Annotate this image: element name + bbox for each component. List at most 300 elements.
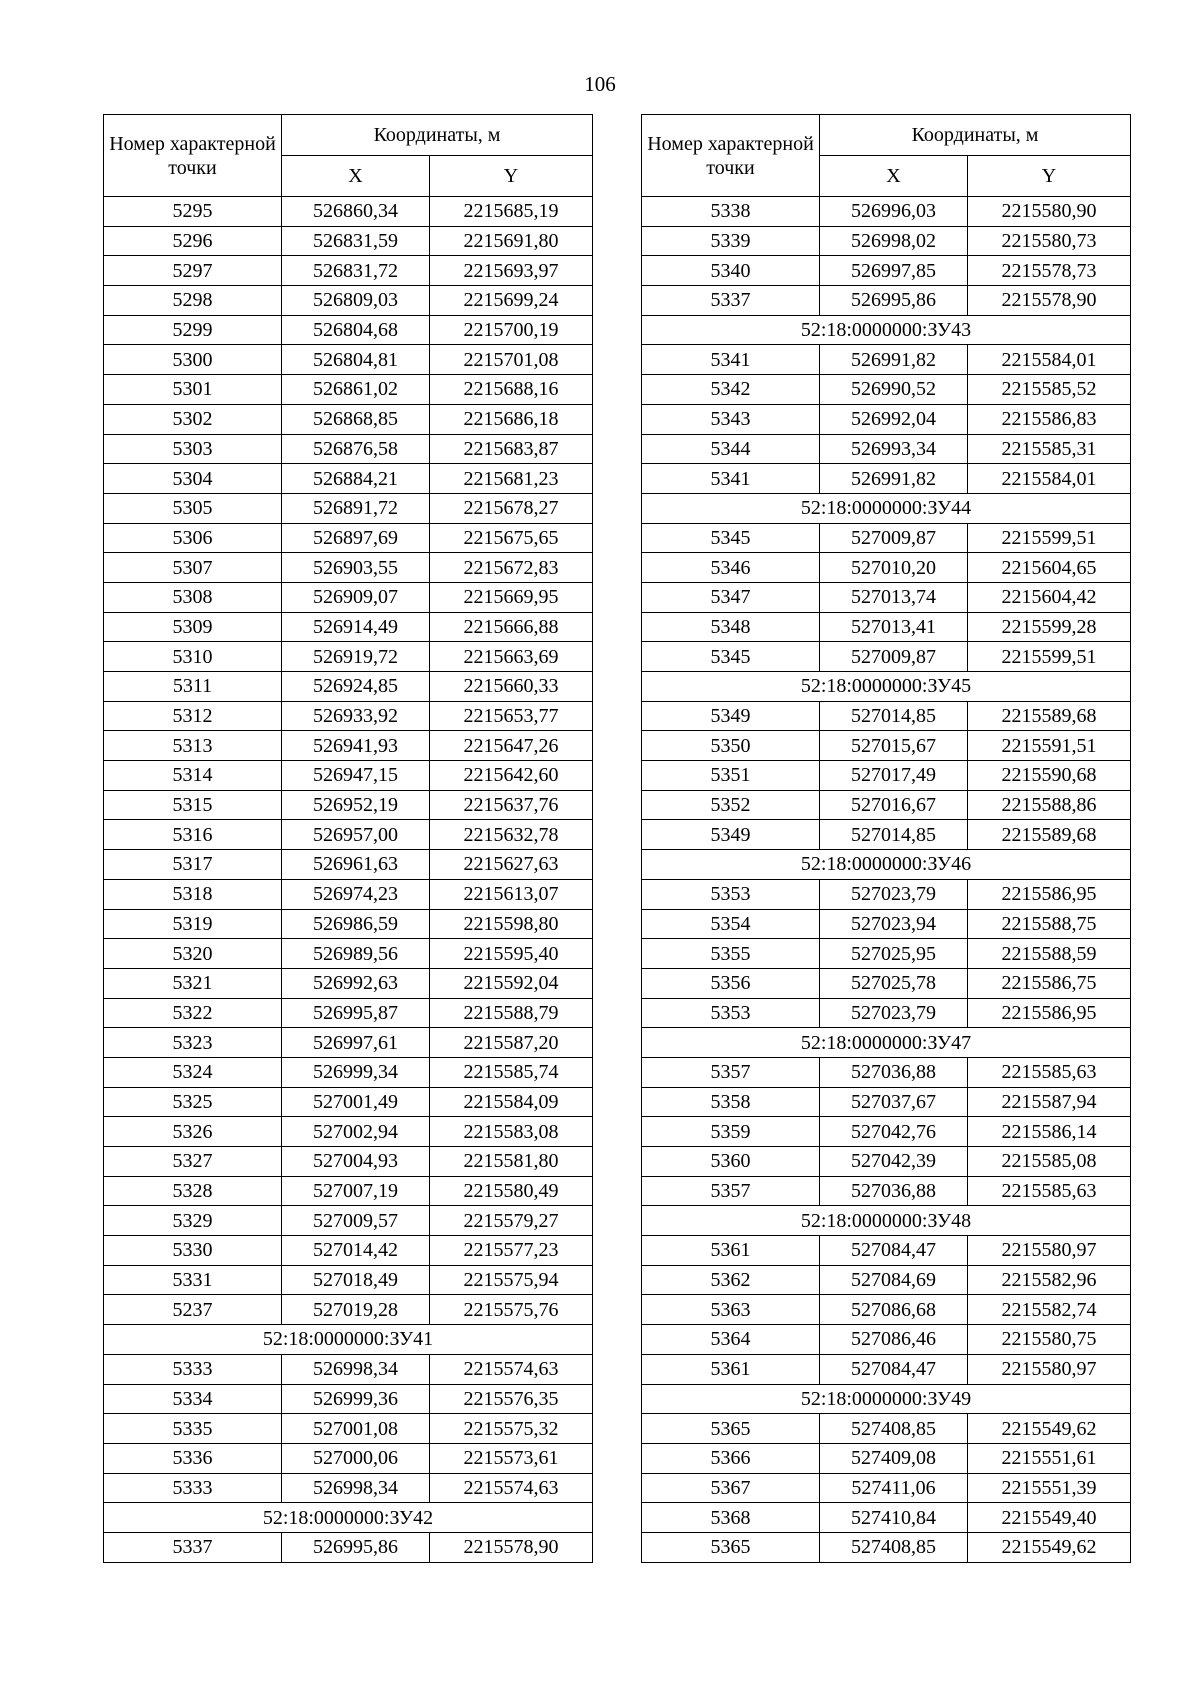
table-row — [642, 612, 1131, 642]
point-number-cell: 5322 — [104, 998, 282, 1028]
point-number-cell: 5345 — [642, 642, 820, 672]
section-row — [642, 315, 1131, 345]
point-number-cell: 5334 — [104, 1384, 282, 1414]
table-row — [104, 375, 593, 405]
y-coordinate-cell: 2215577,23 — [430, 1236, 593, 1266]
point-number-cell: 5307 — [104, 553, 282, 583]
x-coordinate-cell: 527037,67 — [820, 1087, 968, 1117]
y-coordinate-cell: 2215584,01 — [968, 464, 1131, 494]
point-number-cell: 5341 — [642, 464, 820, 494]
point-number-cell: 5312 — [104, 701, 282, 731]
y-coordinate-cell: 2215587,94 — [968, 1087, 1131, 1117]
table-row — [642, 1295, 1131, 1325]
table-row — [104, 1295, 593, 1325]
x-coordinate-cell: 526804,81 — [282, 345, 430, 375]
table-row — [104, 197, 593, 227]
x-coordinate-cell: 527004,93 — [282, 1147, 430, 1177]
cadastral-section-label: 52:18:0000000:ЗУ43 — [642, 315, 1131, 345]
y-coordinate-cell: 2215585,08 — [968, 1147, 1131, 1177]
y-coordinate-cell: 2215688,16 — [430, 375, 593, 405]
x-coordinate-cell: 526991,82 — [820, 345, 968, 375]
table-row — [104, 523, 593, 553]
coordinates-table-right — [641, 114, 1131, 1563]
y-coordinate-cell: 2215595,40 — [430, 939, 593, 969]
y-coordinate-cell: 2215580,97 — [968, 1354, 1131, 1384]
point-number-cell: 5346 — [642, 553, 820, 583]
y-coordinate-cell: 2215586,14 — [968, 1117, 1131, 1147]
y-coordinate-cell: 2215551,39 — [968, 1473, 1131, 1503]
point-number-cell: 5335 — [104, 1414, 282, 1444]
table-row — [642, 1057, 1131, 1087]
x-coordinate-cell: 526995,87 — [282, 998, 430, 1028]
x-coordinate-cell: 526996,03 — [820, 197, 968, 227]
x-coordinate-cell: 526809,03 — [282, 286, 430, 316]
point-number-cell: 5353 — [642, 998, 820, 1028]
table-row — [104, 850, 593, 880]
table-row — [104, 939, 593, 969]
point-number-cell: 5355 — [642, 939, 820, 969]
y-coordinate-cell: 2215588,79 — [430, 998, 593, 1028]
point-number-cell: 5342 — [642, 375, 820, 405]
x-coordinate-cell: 527084,69 — [820, 1265, 968, 1295]
x-coordinate-cell: 527002,94 — [282, 1117, 430, 1147]
point-number-cell: 5357 — [642, 1057, 820, 1087]
table-row — [104, 1057, 593, 1087]
table-row — [104, 256, 593, 286]
table-row — [642, 1532, 1131, 1562]
table-row — [642, 1325, 1131, 1355]
point-number-cell: 5367 — [642, 1473, 820, 1503]
y-coordinate-cell: 2215675,65 — [430, 523, 593, 553]
y-coordinate-cell: 2215591,51 — [968, 731, 1131, 761]
point-number-cell: 5361 — [642, 1236, 820, 1266]
x-coordinate-cell: 526974,23 — [282, 879, 430, 909]
header-y: Y — [430, 156, 593, 197]
header-coordinates: Координаты, м — [820, 115, 1131, 156]
point-number-cell: 5358 — [642, 1087, 820, 1117]
table-row — [104, 286, 593, 316]
x-coordinate-cell: 526999,34 — [282, 1057, 430, 1087]
x-coordinate-cell: 526992,63 — [282, 968, 430, 998]
table-row — [104, 909, 593, 939]
point-number-cell: 5333 — [104, 1473, 282, 1503]
x-coordinate-cell: 527009,87 — [820, 523, 968, 553]
point-number-cell: 5297 — [104, 256, 282, 286]
point-number-cell: 5339 — [642, 226, 820, 256]
table-row — [104, 1414, 593, 1444]
x-coordinate-cell: 526997,61 — [282, 1028, 430, 1058]
x-coordinate-cell: 527023,79 — [820, 879, 968, 909]
x-coordinate-cell: 526993,34 — [820, 434, 968, 464]
point-number-cell: 5365 — [642, 1532, 820, 1562]
y-coordinate-cell: 2215669,95 — [430, 582, 593, 612]
table-row — [104, 315, 593, 345]
table-row — [642, 434, 1131, 464]
y-coordinate-cell: 2215585,74 — [430, 1057, 593, 1087]
table-row — [642, 523, 1131, 553]
table-row — [642, 820, 1131, 850]
table-row — [642, 642, 1131, 672]
section-row — [104, 1503, 593, 1533]
x-coordinate-cell: 527410,84 — [820, 1503, 968, 1533]
y-coordinate-cell: 2215586,95 — [968, 879, 1131, 909]
table-row — [104, 701, 593, 731]
table-row — [642, 286, 1131, 316]
x-coordinate-cell: 527023,79 — [820, 998, 968, 1028]
x-coordinate-cell: 526933,92 — [282, 701, 430, 731]
x-coordinate-cell: 526995,86 — [820, 286, 968, 316]
x-coordinate-cell: 527411,06 — [820, 1473, 968, 1503]
table-row — [104, 226, 593, 256]
point-number-cell: 5368 — [642, 1503, 820, 1533]
y-coordinate-cell: 2215589,68 — [968, 820, 1131, 850]
table-row — [642, 1117, 1131, 1147]
table-row — [642, 1265, 1131, 1295]
table-row — [104, 582, 593, 612]
x-coordinate-cell: 527015,67 — [820, 731, 968, 761]
point-number-cell: 5347 — [642, 582, 820, 612]
y-coordinate-cell: 2215580,49 — [430, 1176, 593, 1206]
point-number-cell: 5359 — [642, 1117, 820, 1147]
point-number-cell: 5348 — [642, 612, 820, 642]
point-number-cell: 5362 — [642, 1265, 820, 1295]
table-row — [642, 790, 1131, 820]
table-row — [642, 1354, 1131, 1384]
table-row — [642, 404, 1131, 434]
table-row — [642, 375, 1131, 405]
y-coordinate-cell: 2215681,23 — [430, 464, 593, 494]
y-coordinate-cell: 2215604,65 — [968, 553, 1131, 583]
table-row — [104, 404, 593, 434]
point-number-cell: 5349 — [642, 701, 820, 731]
x-coordinate-cell: 526957,00 — [282, 820, 430, 850]
x-coordinate-cell: 526952,19 — [282, 790, 430, 820]
table-row — [104, 731, 593, 761]
y-coordinate-cell: 2215701,08 — [430, 345, 593, 375]
x-coordinate-cell: 526999,36 — [282, 1384, 430, 1414]
x-coordinate-cell: 527042,76 — [820, 1117, 968, 1147]
x-coordinate-cell: 527013,74 — [820, 582, 968, 612]
point-number-cell: 5336 — [104, 1443, 282, 1473]
table-row — [642, 553, 1131, 583]
table-row — [642, 1236, 1131, 1266]
table-row — [104, 553, 593, 583]
point-number-cell: 5338 — [642, 197, 820, 227]
y-coordinate-cell: 2215584,01 — [968, 345, 1131, 375]
y-coordinate-cell: 2215575,32 — [430, 1414, 593, 1444]
table-row — [642, 939, 1131, 969]
y-coordinate-cell: 2215599,51 — [968, 642, 1131, 672]
x-coordinate-cell: 527084,47 — [820, 1354, 968, 1384]
table-row — [642, 1147, 1131, 1177]
y-coordinate-cell: 2215574,63 — [430, 1354, 593, 1384]
y-coordinate-cell: 2215549,62 — [968, 1414, 1131, 1444]
y-coordinate-cell: 2215578,73 — [968, 256, 1131, 286]
cadastral-section-label: 52:18:0000000:ЗУ47 — [642, 1028, 1131, 1058]
point-number-cell: 5344 — [642, 434, 820, 464]
point-number-cell: 5345 — [642, 523, 820, 553]
x-coordinate-cell: 527019,28 — [282, 1295, 430, 1325]
point-number-cell: 5301 — [104, 375, 282, 405]
x-coordinate-cell: 526998,02 — [820, 226, 968, 256]
x-coordinate-cell: 526924,85 — [282, 672, 430, 702]
table-row — [642, 1176, 1131, 1206]
y-coordinate-cell: 2215576,35 — [430, 1384, 593, 1414]
y-coordinate-cell: 2215592,04 — [430, 968, 593, 998]
y-coordinate-cell: 2215598,80 — [430, 909, 593, 939]
table-row — [642, 1473, 1131, 1503]
page-number: 106 — [584, 72, 616, 96]
x-coordinate-cell: 526947,15 — [282, 761, 430, 791]
y-coordinate-cell: 2215700,19 — [430, 315, 593, 345]
point-number-cell: 5331 — [104, 1265, 282, 1295]
point-number-cell: 5328 — [104, 1176, 282, 1206]
point-number-cell: 5327 — [104, 1147, 282, 1177]
table-row — [642, 1087, 1131, 1117]
point-number-cell: 5354 — [642, 909, 820, 939]
y-coordinate-cell: 2215588,75 — [968, 909, 1131, 939]
y-coordinate-cell: 2215599,51 — [968, 523, 1131, 553]
y-coordinate-cell: 2215663,69 — [430, 642, 593, 672]
cadastral-section-label: 52:18:0000000:ЗУ41 — [104, 1325, 593, 1355]
table-row — [104, 1087, 593, 1117]
y-coordinate-cell: 2215578,90 — [968, 286, 1131, 316]
table-row — [642, 1414, 1131, 1444]
x-coordinate-cell: 527036,88 — [820, 1057, 968, 1087]
x-coordinate-cell: 526903,55 — [282, 553, 430, 583]
table-row — [642, 1443, 1131, 1473]
y-coordinate-cell: 2215585,63 — [968, 1176, 1131, 1206]
x-coordinate-cell: 526998,34 — [282, 1354, 430, 1384]
point-number-cell: 5349 — [642, 820, 820, 850]
point-number-cell: 5315 — [104, 790, 282, 820]
y-coordinate-cell: 2215666,88 — [430, 612, 593, 642]
x-coordinate-cell: 526897,69 — [282, 523, 430, 553]
x-coordinate-cell: 527017,49 — [820, 761, 968, 791]
y-coordinate-cell: 2215660,33 — [430, 672, 593, 702]
x-coordinate-cell: 527086,68 — [820, 1295, 968, 1325]
table-row — [104, 464, 593, 494]
y-coordinate-cell: 2215575,76 — [430, 1295, 593, 1325]
point-number-cell: 5352 — [642, 790, 820, 820]
y-coordinate-cell: 2215604,42 — [968, 582, 1131, 612]
point-number-cell: 5320 — [104, 939, 282, 969]
point-number-cell: 5353 — [642, 879, 820, 909]
y-coordinate-cell: 2215585,63 — [968, 1057, 1131, 1087]
table-row — [642, 464, 1131, 494]
point-number-cell: 5326 — [104, 1117, 282, 1147]
y-coordinate-cell: 2215549,40 — [968, 1503, 1131, 1533]
x-coordinate-cell: 527001,49 — [282, 1087, 430, 1117]
point-number-cell: 5314 — [104, 761, 282, 791]
point-number-cell: 5300 — [104, 345, 282, 375]
x-coordinate-cell: 527013,41 — [820, 612, 968, 642]
x-coordinate-cell: 526998,34 — [282, 1473, 430, 1503]
table-row — [104, 820, 593, 850]
point-number-cell: 5324 — [104, 1057, 282, 1087]
point-number-cell: 5306 — [104, 523, 282, 553]
table-row — [642, 256, 1131, 286]
point-number-cell: 5310 — [104, 642, 282, 672]
x-coordinate-cell: 526997,85 — [820, 256, 968, 286]
x-coordinate-cell: 527016,67 — [820, 790, 968, 820]
table-row — [104, 1236, 593, 1266]
y-coordinate-cell: 2215578,90 — [430, 1532, 593, 1562]
point-number-cell: 5318 — [104, 879, 282, 909]
y-coordinate-cell: 2215580,73 — [968, 226, 1131, 256]
x-coordinate-cell: 527007,19 — [282, 1176, 430, 1206]
y-coordinate-cell: 2215580,75 — [968, 1325, 1131, 1355]
y-coordinate-cell: 2215549,62 — [968, 1532, 1131, 1562]
x-coordinate-cell: 526990,52 — [820, 375, 968, 405]
point-number-cell: 5308 — [104, 582, 282, 612]
section-row — [104, 1325, 593, 1355]
y-coordinate-cell: 2215580,90 — [968, 197, 1131, 227]
point-number-cell: 5237 — [104, 1295, 282, 1325]
point-number-cell: 5357 — [642, 1176, 820, 1206]
table-row — [104, 493, 593, 523]
section-row — [642, 1384, 1131, 1414]
y-coordinate-cell: 2215584,09 — [430, 1087, 593, 1117]
y-coordinate-cell: 2215691,80 — [430, 226, 593, 256]
table-row — [104, 1117, 593, 1147]
table-row — [104, 434, 593, 464]
point-number-cell: 5298 — [104, 286, 282, 316]
y-coordinate-cell: 2215678,27 — [430, 493, 593, 523]
header-point-number: Номер характерной точки — [642, 115, 820, 197]
y-coordinate-cell: 2215586,83 — [968, 404, 1131, 434]
table-row — [104, 790, 593, 820]
point-number-cell: 5341 — [642, 345, 820, 375]
point-number-cell: 5296 — [104, 226, 282, 256]
x-coordinate-cell: 526891,72 — [282, 493, 430, 523]
x-coordinate-cell: 526919,72 — [282, 642, 430, 672]
table-row — [104, 998, 593, 1028]
cadastral-section-label: 52:18:0000000:ЗУ42 — [104, 1503, 593, 1533]
point-number-cell: 5295 — [104, 197, 282, 227]
header-x: X — [282, 156, 430, 197]
x-coordinate-cell: 526961,63 — [282, 850, 430, 880]
point-number-cell: 5302 — [104, 404, 282, 434]
y-coordinate-cell: 2215586,75 — [968, 968, 1131, 998]
x-coordinate-cell: 526860,34 — [282, 197, 430, 227]
y-coordinate-cell: 2215582,96 — [968, 1265, 1131, 1295]
table-row — [642, 968, 1131, 998]
table-row — [104, 1176, 593, 1206]
point-number-cell: 5303 — [104, 434, 282, 464]
table-row — [104, 761, 593, 791]
y-coordinate-cell: 2215627,63 — [430, 850, 593, 880]
table-row — [642, 879, 1131, 909]
point-number-cell: 5364 — [642, 1325, 820, 1355]
x-coordinate-cell: 526995,86 — [282, 1532, 430, 1562]
y-coordinate-cell: 2215672,83 — [430, 553, 593, 583]
y-coordinate-cell: 2215551,61 — [968, 1443, 1131, 1473]
y-coordinate-cell: 2215588,86 — [968, 790, 1131, 820]
x-coordinate-cell: 527000,06 — [282, 1443, 430, 1473]
point-number-cell: 5309 — [104, 612, 282, 642]
point-number-cell: 5360 — [642, 1147, 820, 1177]
y-coordinate-cell: 2215686,18 — [430, 404, 593, 434]
coordinates-table-left — [103, 114, 593, 1563]
point-number-cell: 5361 — [642, 1354, 820, 1384]
table-row — [642, 197, 1131, 227]
table-row — [104, 1028, 593, 1058]
point-number-cell: 5316 — [104, 820, 282, 850]
cadastral-section-label: 52:18:0000000:ЗУ49 — [642, 1384, 1131, 1414]
x-coordinate-cell: 526941,93 — [282, 731, 430, 761]
section-row — [642, 1028, 1131, 1058]
y-coordinate-cell: 2215599,28 — [968, 612, 1131, 642]
x-coordinate-cell: 527023,94 — [820, 909, 968, 939]
x-coordinate-cell: 526914,49 — [282, 612, 430, 642]
point-number-cell: 5337 — [104, 1532, 282, 1562]
y-coordinate-cell: 2215589,68 — [968, 701, 1131, 731]
x-coordinate-cell: 526909,07 — [282, 582, 430, 612]
y-coordinate-cell: 2215613,07 — [430, 879, 593, 909]
cadastral-section-label: 52:18:0000000:ЗУ48 — [642, 1206, 1131, 1236]
x-coordinate-cell: 527001,08 — [282, 1414, 430, 1444]
y-coordinate-cell: 2215581,80 — [430, 1147, 593, 1177]
table-row — [104, 672, 593, 702]
x-coordinate-cell: 527025,95 — [820, 939, 968, 969]
point-number-cell: 5304 — [104, 464, 282, 494]
x-coordinate-cell: 526989,56 — [282, 939, 430, 969]
table-row — [104, 345, 593, 375]
y-coordinate-cell: 2215683,87 — [430, 434, 593, 464]
point-number-cell: 5333 — [104, 1354, 282, 1384]
y-coordinate-cell: 2215586,95 — [968, 998, 1131, 1028]
point-number-cell: 5350 — [642, 731, 820, 761]
table-row — [642, 909, 1131, 939]
y-coordinate-cell: 2215579,27 — [430, 1206, 593, 1236]
x-coordinate-cell: 527042,39 — [820, 1147, 968, 1177]
x-coordinate-cell: 527036,88 — [820, 1176, 968, 1206]
table-row — [642, 226, 1131, 256]
table-row — [104, 1147, 593, 1177]
x-coordinate-cell: 526986,59 — [282, 909, 430, 939]
y-coordinate-cell: 2215653,77 — [430, 701, 593, 731]
point-number-cell: 5325 — [104, 1087, 282, 1117]
table-row — [642, 701, 1131, 731]
table-row — [104, 1532, 593, 1562]
point-number-cell: 5311 — [104, 672, 282, 702]
point-number-cell: 5340 — [642, 256, 820, 286]
y-coordinate-cell: 2215637,76 — [430, 790, 593, 820]
table-row — [104, 968, 593, 998]
section-row — [642, 493, 1131, 523]
y-coordinate-cell: 2215583,08 — [430, 1117, 593, 1147]
x-coordinate-cell: 527014,85 — [820, 820, 968, 850]
x-coordinate-cell: 526868,85 — [282, 404, 430, 434]
x-coordinate-cell: 527084,47 — [820, 1236, 968, 1266]
header-y: Y — [968, 156, 1131, 197]
table-row — [104, 879, 593, 909]
y-coordinate-cell: 2215590,68 — [968, 761, 1131, 791]
point-number-cell: 5365 — [642, 1414, 820, 1444]
x-coordinate-cell: 527014,42 — [282, 1236, 430, 1266]
x-coordinate-cell: 526804,68 — [282, 315, 430, 345]
point-number-cell: 5329 — [104, 1206, 282, 1236]
header-x: X — [820, 156, 968, 197]
x-coordinate-cell: 527025,78 — [820, 968, 968, 998]
y-coordinate-cell: 2215685,19 — [430, 197, 593, 227]
x-coordinate-cell: 527408,85 — [820, 1532, 968, 1562]
y-coordinate-cell: 2215585,31 — [968, 434, 1131, 464]
table-row — [642, 1503, 1131, 1533]
x-coordinate-cell: 527014,85 — [820, 701, 968, 731]
x-coordinate-cell: 526884,21 — [282, 464, 430, 494]
